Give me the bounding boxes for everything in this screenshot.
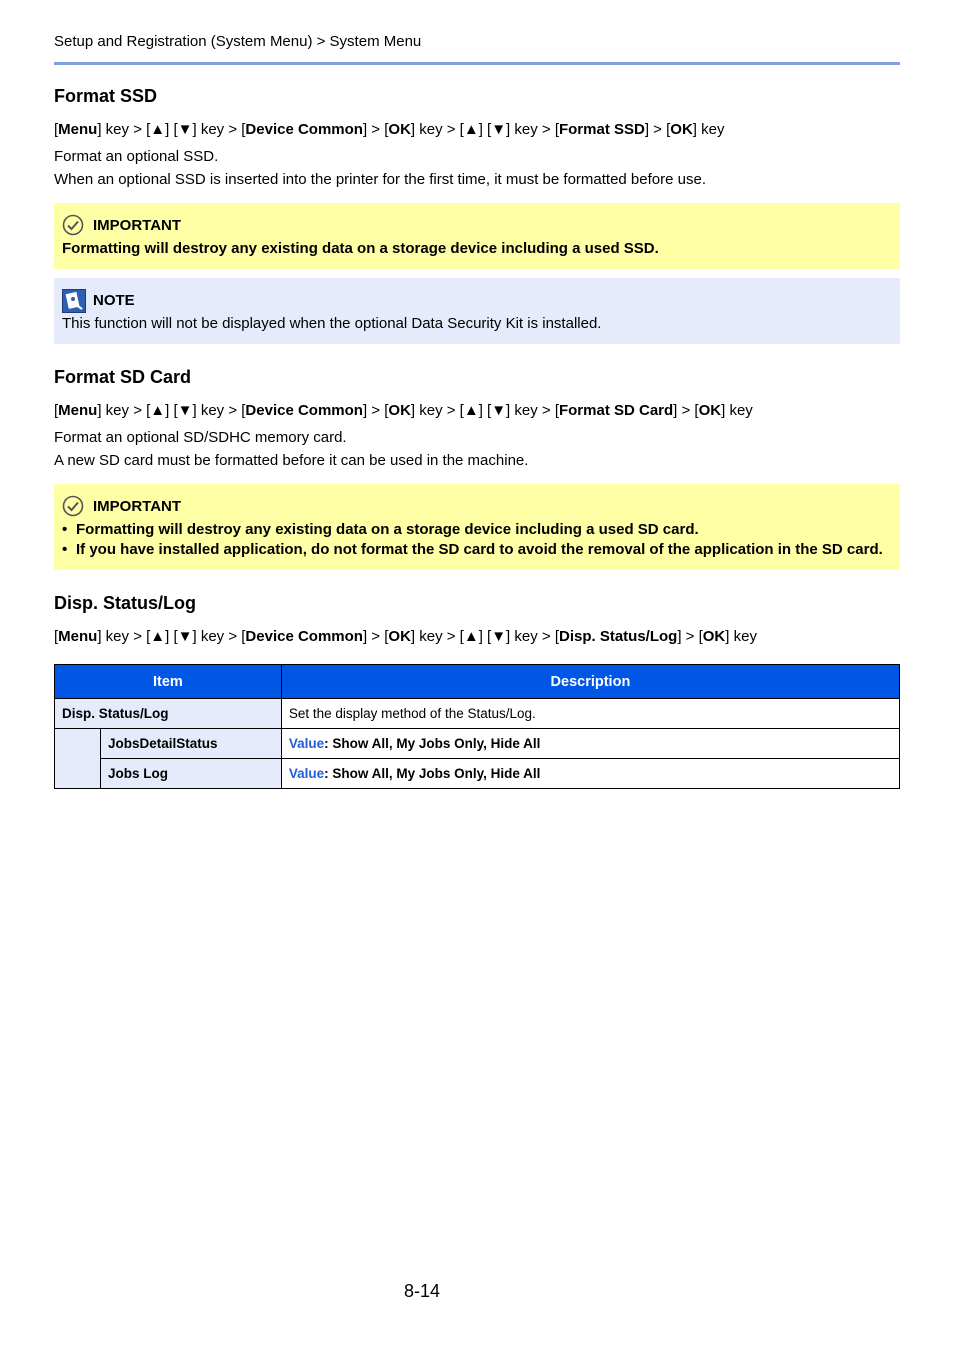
important-box-sd bbox=[54, 484, 900, 570]
check-circle-icon bbox=[62, 495, 84, 517]
table-row bbox=[55, 699, 900, 729]
check-circle-icon bbox=[62, 214, 84, 236]
note-icon bbox=[62, 289, 84, 311]
important-text: Formatting will destroy any existing data on a storage device including a used SSD. bbox=[62, 240, 659, 257]
list-item: • Formatting will destroy any existing data on a storage device including a used SD card. bbox=[62, 520, 892, 540]
item-cell: JobsDetailStatus bbox=[100, 729, 281, 759]
important-list bbox=[62, 520, 892, 560]
section-format-ssd bbox=[54, 86, 900, 191]
list-item: • If you have installed application, do not format the SD card to avoid the removal of the application in the SD card. bbox=[62, 540, 892, 560]
section-description: Format an optional SSD. When an optional SSD is inserted into the printer for the first time, it must be formatted before use. bbox=[54, 148, 706, 188]
column-header-description: Description bbox=[281, 665, 899, 699]
item-cell: Disp. Status/Log bbox=[55, 699, 282, 729]
description-cell: Value: Show All, My Jobs Only, Hide All bbox=[281, 729, 899, 759]
section-format-sd-card bbox=[54, 367, 900, 472]
note-box-ssd bbox=[54, 278, 900, 344]
important-title: IMPORTANT bbox=[93, 216, 182, 234]
section-title: Format SD Card bbox=[54, 367, 192, 387]
note-text: This function will not be displayed when the optional Data Security Kit is installed. bbox=[62, 315, 602, 332]
important-title: IMPORTANT bbox=[93, 497, 182, 515]
section-title: Disp. Status/Log bbox=[54, 593, 197, 613]
section-disp-status-log bbox=[54, 593, 900, 645]
menu-path: [Menu] key > [▲] [▼] key > [Device Common] > [OK] key > [▲] [▼] key > [Format SD Card] > [OK] key bbox=[54, 402, 753, 419]
section-title: Format SSD bbox=[54, 86, 158, 106]
important-box-ssd bbox=[54, 203, 900, 269]
description-cell: Set the display method of the Status/Log. bbox=[281, 699, 899, 729]
table-row bbox=[55, 759, 900, 789]
note-title: NOTE bbox=[93, 291, 135, 309]
table-header-row bbox=[55, 665, 900, 699]
header-rule bbox=[54, 62, 900, 65]
description-cell: Value: Show All, My Jobs Only, Hide All bbox=[281, 759, 899, 789]
settings-table bbox=[54, 664, 900, 789]
page-number: 8-14 bbox=[404, 1281, 441, 1301]
breadcrumb: Setup and Registration (System Menu) > System Menu bbox=[54, 33, 422, 50]
item-cell: Jobs Log bbox=[100, 759, 281, 789]
menu-path: [Menu] key > [▲] [▼] key > [Device Common] > [OK] key > [▲] [▼] key > [Disp. Status/Log] > [OK] key bbox=[54, 628, 757, 645]
settings-table-wrapper bbox=[54, 664, 900, 789]
indent-cell bbox=[55, 729, 101, 789]
column-header-item: Item bbox=[55, 665, 282, 699]
table-row bbox=[55, 729, 900, 759]
menu-path: [Menu] key > [▲] [▼] key > [Device Common] > [OK] key > [▲] [▼] key > [Format SSD] > [OK] key bbox=[54, 121, 725, 138]
section-description: Format an optional SD/SDHC memory card. A new SD card must be formatted before it can be used in the machine. bbox=[54, 429, 529, 469]
